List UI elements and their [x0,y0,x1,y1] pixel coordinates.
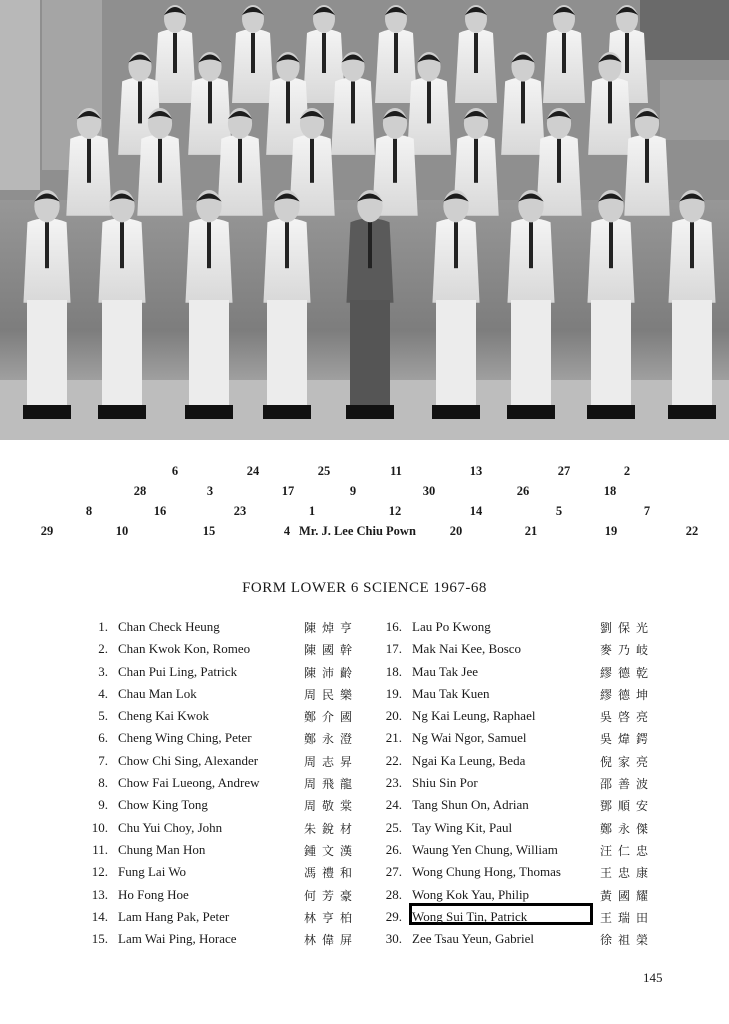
student-number: 7. [98,752,108,768]
student-number: 14. [91,908,108,924]
chinese-name: 陳國幹 [304,643,359,658]
chinese-name: 麥乃岐 [600,643,655,658]
student-name: Ngai Ka Leung, Beda [412,752,526,768]
list-item [86,664,366,686]
student-name: Mau Tak Jee [412,663,478,679]
person-legs [350,300,390,410]
list-item [380,686,670,708]
student-number: 24. [385,797,402,813]
person-legs [591,300,631,410]
key-number: 16 [153,504,167,518]
student-number: 3. [98,663,108,679]
student-list-left [86,619,366,953]
list-item [380,909,670,931]
list-item [86,619,366,641]
list-item [380,619,670,641]
student-number: 23. [385,775,402,791]
person-shoes [507,405,555,419]
key-number: 19 [604,524,618,538]
key-number: 10 [115,524,129,538]
student-number: 13. [91,886,108,902]
student-name: Ng Kai Leung, Raphael [412,708,536,724]
page-number: 145 [643,970,663,985]
key-number: 20 [449,524,463,538]
person-legs [102,300,142,410]
list-item [380,842,670,864]
list-item [86,887,366,909]
person-legs [27,300,67,410]
key-number: 17 [281,484,295,498]
chinese-name: 鄭介國 [304,710,359,725]
chinese-name: 馮禮和 [304,866,359,881]
student-name: Chow Fai Lueong, Andrew [118,775,260,791]
key-number: 15 [202,524,216,538]
student-name: Chung Man Hon [118,841,206,857]
chinese-name: 王瑞田 [600,910,655,925]
key-number: 29 [40,524,54,538]
list-item [86,686,366,708]
chinese-name: 吳煒鍔 [600,732,655,747]
person-shoes [587,405,635,419]
student-number: 21. [385,730,402,746]
key-number: 18 [603,484,617,498]
chinese-name: 鄧順安 [600,799,655,814]
student-number: 29. [385,908,402,924]
key-number: 6 [171,464,179,478]
list-item [86,797,366,819]
chinese-name: 倪家亮 [600,754,655,769]
student-number: 25. [385,819,402,835]
chinese-name: 鄭永澄 [304,732,359,747]
chinese-name: 鄭永傑 [600,821,655,836]
person-shoes [23,405,71,419]
key-number: 26 [516,484,530,498]
chinese-name: 鍾文漢 [304,843,359,858]
student-name: Lam Hang Pak, Peter [118,908,230,924]
person-legs [189,300,229,410]
chinese-name: 繆德乾 [600,665,655,680]
chinese-name: 王忠康 [600,866,655,881]
student-name: Tay Wing Kit, Paul [412,819,513,835]
student-name: Tang Shun On, Adrian [412,797,529,813]
list-item [86,909,366,931]
chinese-name: 繆德坤 [600,687,655,702]
chinese-name: 徐祖榮 [600,933,655,948]
student-name: Lam Wai Ping, Horace [118,931,237,947]
person-figure [668,190,715,303]
person-shoes [263,405,311,419]
student-number: 4. [98,685,108,701]
student-name: Cheng Kai Kwok [118,708,209,724]
student-name: Chau Man Lok [118,685,197,701]
chinese-name: 何芳豪 [304,888,359,903]
student-number: 16. [385,619,402,634]
chinese-name: 陳焯亨 [304,621,359,635]
list-item [380,797,670,819]
student-number: 20. [385,708,402,724]
key-number: 8 [85,504,93,518]
student-name: Chow King Tong [118,797,208,813]
key-number: 9 [349,484,357,498]
list-item [380,775,670,797]
student-name: Lau Po Kwong [412,619,491,634]
person-legs [267,300,307,410]
student-number: 2. [98,641,108,657]
class-group-photo [0,0,729,440]
student-number: 15. [91,931,108,947]
student-number: 6. [98,730,108,746]
student-number: 12. [91,864,108,880]
chinese-name: 朱銳材 [304,821,359,836]
key-number: 24 [246,464,260,478]
chinese-name: 黃國耀 [600,888,655,903]
list-item [86,708,366,730]
student-name: Chan Pui Ling, Patrick [118,663,238,679]
list-item [86,641,366,663]
student-number: 22. [385,752,402,768]
key-number: 13 [469,464,483,478]
person-shoes [346,405,394,419]
list-item [380,820,670,842]
chinese-name: 林偉屏 [304,933,359,948]
key-number: 11 [390,464,402,478]
list-item [380,664,670,686]
student-name: Cheng Wing Ching, Peter [118,730,252,746]
student-name: Zee Tsau Yeun, Gabriel [412,931,534,947]
key-number: 25 [317,464,331,478]
page-title: FORM LOWER 6 SCIENCE 1967-68 [242,580,487,596]
key-number: 4 [283,524,291,538]
student-number: 26. [385,841,402,857]
key-number: 5 [555,504,563,518]
person-legs [511,300,551,410]
student-number: 28. [385,886,402,902]
student-name: Ng Wai Ngor, Samuel [412,730,527,746]
group-photo-icon [0,0,729,440]
person-figure [23,190,70,303]
key-number: 2 [623,464,631,478]
key-number: 22 [685,524,699,538]
student-name: Wong Sui Tin, Patrick [412,908,528,924]
person-legs [672,300,712,410]
key-number: 3 [206,484,214,498]
list-item [380,641,670,663]
key-number: 21 [524,524,538,538]
student-name: Chu Yui Choy, John [118,819,223,835]
list-item [86,842,366,864]
list-item [86,931,366,953]
chinese-name: 邵善波 [600,777,655,792]
student-name: Wong Kok Yau, Philip [412,886,530,902]
list-item [86,820,366,842]
student-number: 5. [98,708,108,724]
list-item [86,753,366,775]
key-number: 14 [469,504,483,518]
key-number: 28 [133,484,147,498]
chinese-name: 汪仁忠 [600,843,655,858]
student-name: Ho Fong Hoe [118,886,189,902]
key-number: 30 [422,484,436,498]
chinese-name: 吳啓亮 [600,710,655,725]
key-number: 1 [308,504,316,518]
chinese-name: 周民樂 [304,687,359,702]
person-shoes [668,405,716,419]
list-item [380,931,670,953]
chinese-name: 周志昇 [304,754,359,769]
list-item [380,753,670,775]
student-name: Chan Kwok Kon, Romeo [118,641,251,657]
list-item [86,775,366,797]
key-number: 7 [643,504,651,518]
list-item [86,864,366,886]
person-shoes [432,405,480,419]
student-number: 18. [385,663,402,679]
student-name: Wong Chung Hong, Thomas [412,864,561,880]
person-shoes [98,405,146,419]
list-item [380,708,670,730]
student-name: Chow Chi Sing, Alexander [118,752,259,768]
person-legs [436,300,476,410]
list-item [380,730,670,752]
teacher-name: Mr. J. Lee Chiu Pown [299,524,416,538]
student-number: 19. [385,685,402,701]
student-list-right [380,619,670,953]
key-number: 23 [233,504,247,518]
list-item [380,864,670,886]
student-number: 9. [98,797,108,813]
chinese-name: 陳沛齡 [304,665,359,680]
student-name: Fung Lai Wo [118,864,187,880]
chinese-name: 周飛龍 [304,777,359,792]
chinese-name: 劉保光 [600,621,655,635]
student-name: Mau Tak Kuen [412,685,490,701]
student-number: 8. [98,775,108,791]
key-number: 12 [388,504,402,518]
student-name: Mak Nai Kee, Bosco [412,641,522,657]
student-name: Chan Check Heung [118,619,220,634]
student-number: 17. [385,641,402,657]
student-name: Waung Yen Chung, William [412,841,558,857]
student-name: Shiu Sin Por [412,775,478,791]
key-number: 27 [557,464,571,478]
student-number: 1. [98,619,108,634]
chinese-name: 周敬棠 [304,799,359,814]
person-shoes [185,405,233,419]
chinese-name: 林亨柏 [304,910,359,925]
student-number: 30. [385,931,402,947]
student-number: 11. [92,841,108,857]
position-key [0,456,729,546]
list-item [86,730,366,752]
student-number: 10. [91,819,108,835]
student-number: 27. [385,864,402,880]
